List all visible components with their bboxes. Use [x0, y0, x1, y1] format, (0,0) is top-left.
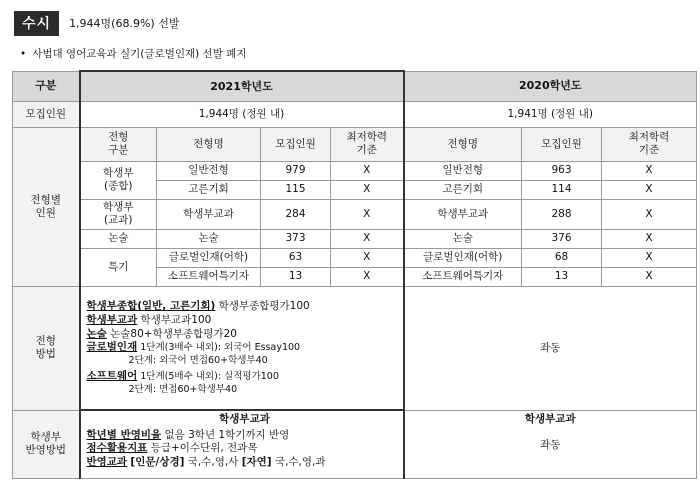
type-min-2021: X [331, 199, 404, 229]
reflect-line: 점수활용지표 등급+이수단위, 전과목 [86, 442, 258, 455]
note-line [20, 46, 246, 61]
type-count-2020: 68 [522, 248, 602, 267]
group-cell: 학생부 (교과) [80, 199, 157, 229]
type-min-2020: X [602, 180, 697, 199]
subhead-name20: 전형명 [404, 127, 522, 161]
method-2020: 좌동 [404, 286, 697, 410]
type-name-2020: 고른기회 [404, 180, 522, 199]
type-name-2020: 논술 [404, 229, 522, 248]
type-min-2021: X [331, 161, 404, 180]
type-count-2020: 963 [522, 161, 602, 180]
table-row [13, 161, 697, 180]
type-count-2021: 63 [261, 248, 331, 267]
bytype-label: 전형별 인원 [13, 127, 80, 286]
type-min-2020: X [602, 161, 697, 180]
reflect-line: 반영교과 [인문/상경] 국,수,영,사 [자연] 국,수,영,과 [86, 455, 326, 468]
section-tag: 수시 [14, 11, 59, 36]
type-min-2021: X [331, 180, 404, 199]
reflect-label: 학생부 반영방법 [13, 410, 80, 478]
note-text: 사범대 영어교육과 실기(글로벌인재) 선발 폐지 [32, 48, 247, 60]
header-row [13, 71, 697, 101]
reflect-2020-value: 좌동 [540, 439, 561, 452]
type-name-2021: 고른기회 [157, 180, 261, 199]
type-min-2021: X [331, 267, 404, 286]
method-line: 2단계: 면접60+학생부40 [128, 383, 238, 395]
group-cell: 특기 [80, 248, 157, 286]
method-row [13, 286, 697, 410]
subhead-min21: 최저학력 기준 [331, 127, 404, 161]
type-name-2021: 논술 [157, 229, 261, 248]
type-min-2020: X [602, 229, 697, 248]
type-count-2020: 376 [522, 229, 602, 248]
type-count-2021: 115 [261, 180, 331, 199]
recruit-label: 모집인원 [13, 101, 80, 127]
recruit-row [13, 101, 697, 127]
type-count-2020: 13 [522, 267, 602, 286]
col-category: 구분 [13, 71, 80, 101]
type-name-2020: 학생부교과 [404, 199, 522, 229]
col-2021: 2021학년도 [80, 71, 404, 101]
method-line: 학생부종합(일반, 고른기회) 학생부종합평가100 [86, 300, 310, 313]
type-name-2020: 글로벌인재(어학) [404, 248, 522, 267]
method-line: 학생부교과 학생부교과100 [86, 313, 212, 326]
type-count-2021: 979 [261, 161, 331, 180]
subhead-count20: 모집인원 [522, 127, 602, 161]
table-row [13, 248, 697, 267]
type-min-2021: X [331, 229, 404, 248]
admission-table [12, 70, 697, 479]
reflect-line: 학년별 반영비율 없음 3학년 1학기까지 반영 [86, 428, 290, 441]
reflect-section-title: 학생부교과 [524, 412, 576, 425]
group-cell: 논술 [80, 229, 157, 248]
col-2020: 2020학년도 [404, 71, 697, 101]
table-row [13, 229, 697, 248]
reflect-2020 [404, 410, 697, 478]
type-min-2021: X [331, 248, 404, 267]
type-subheader-row [13, 127, 697, 161]
type-count-2021: 373 [261, 229, 331, 248]
method-line: 글로벌인재 1단계(3배수 내외): 외국어 Essay100 [86, 341, 301, 354]
table-row [13, 199, 697, 229]
type-name-2021: 글로벌인재(어학) [157, 248, 261, 267]
subhead-name21: 전형명 [157, 127, 261, 161]
subhead-count21: 모집인원 [261, 127, 331, 161]
type-name-2021: 소프트웨어특기자 [157, 267, 261, 286]
type-name-2020: 소프트웨어특기자 [404, 267, 522, 286]
group-cell: 학생부 (종합) [80, 161, 157, 199]
type-name-2021: 일반전형 [157, 161, 261, 180]
reflect-2021 [80, 410, 404, 478]
recruit-2020: 1,941명 (정원 내) [404, 101, 697, 127]
reflect-section-title: 학생부교과 [219, 413, 270, 425]
subhead-group: 전형 구분 [80, 127, 157, 161]
type-min-2020: X [602, 267, 697, 286]
reflect-row [13, 410, 697, 478]
method-2021 [80, 286, 404, 410]
section-summary: 1,944명(68.9%) 선발 [69, 17, 180, 30]
method-label: 전형 방법 [13, 286, 80, 410]
method-line: 논술 논술80+학생부종합평가20 [86, 327, 237, 340]
bullet-icon: • [20, 48, 27, 60]
type-count-2021: 13 [261, 267, 331, 286]
recruit-2021: 1,944명 (정원 내) [80, 101, 404, 127]
section-header [14, 10, 179, 36]
type-count-2020: 288 [522, 199, 602, 229]
type-count-2020: 114 [522, 180, 602, 199]
type-name-2020: 일반전형 [404, 161, 522, 180]
type-name-2021: 학생부교과 [157, 199, 261, 229]
type-count-2021: 284 [261, 199, 331, 229]
type-min-2020: X [602, 248, 697, 267]
subhead-min20: 최저학력 기준 [602, 127, 697, 161]
method-line: 2단계: 외국어 면접60+학생부40 [128, 354, 268, 366]
type-min-2020: X [602, 199, 697, 229]
method-line: 소프트웨어 1단계(5배수 내외): 실적평가100 [86, 370, 279, 383]
